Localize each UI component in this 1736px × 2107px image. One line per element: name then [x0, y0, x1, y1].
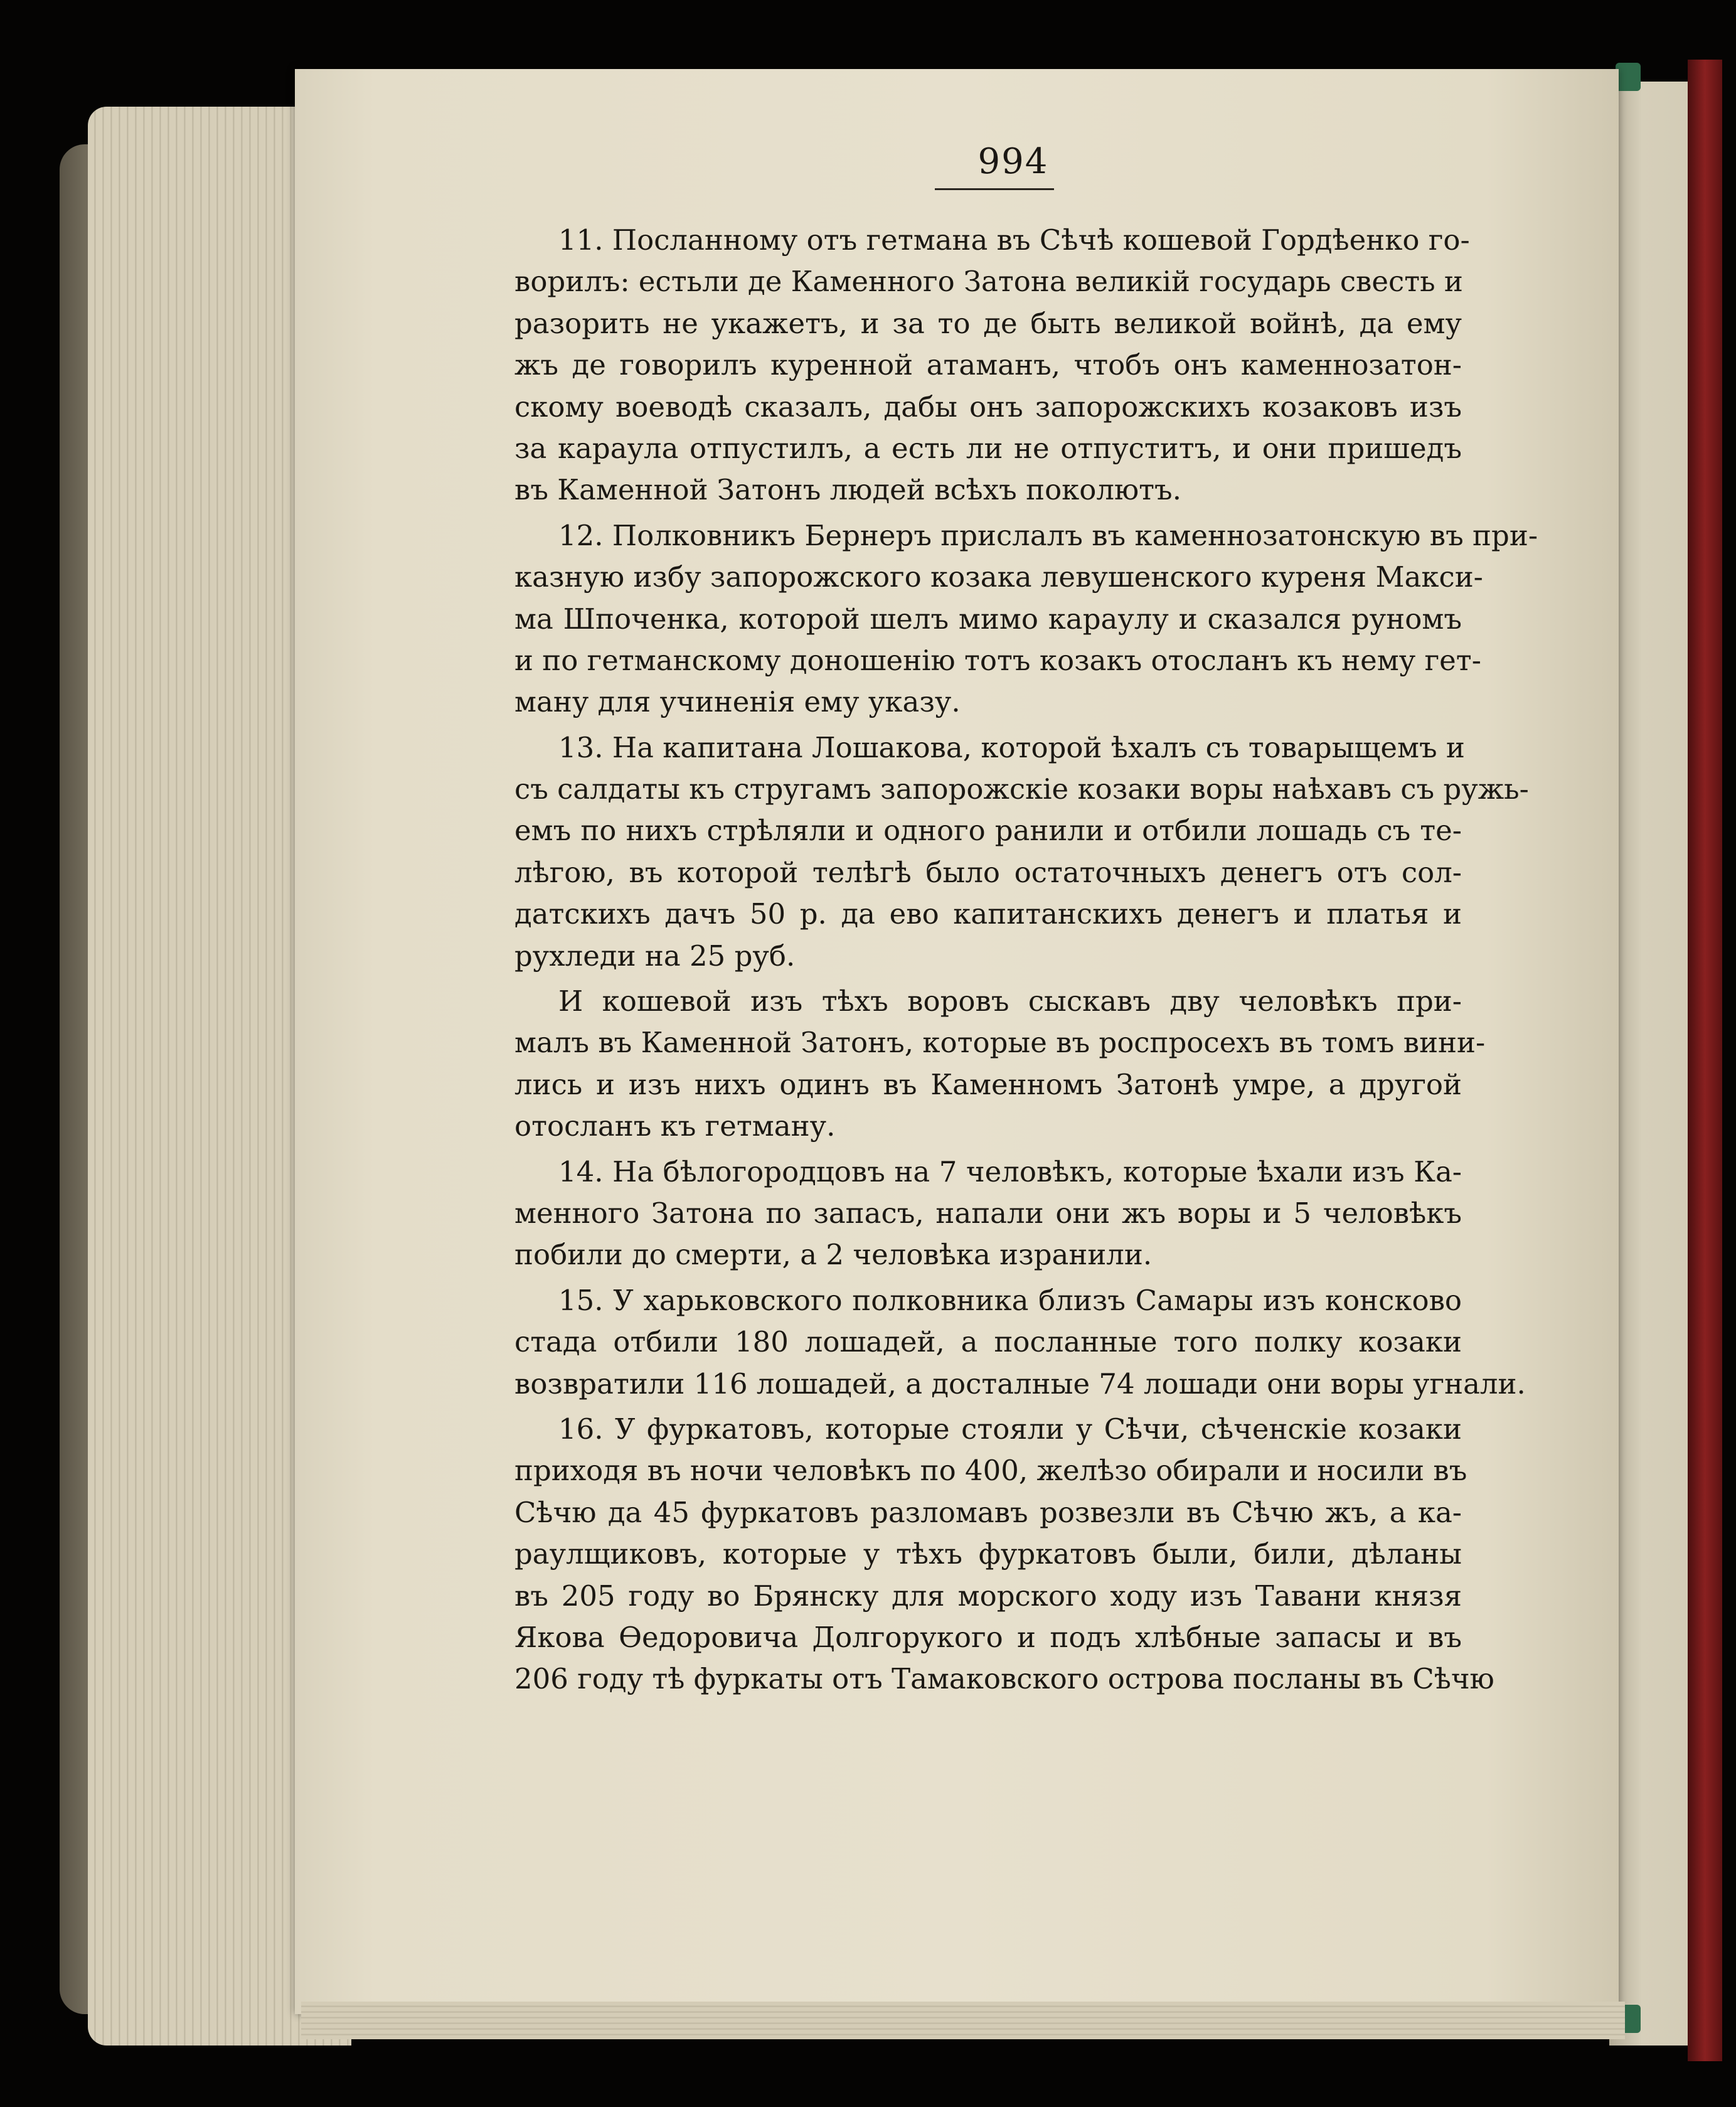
text-line: датскихъ дачъ 50 р. да ево капитанскихъ денегъ и платья и [514, 897, 1462, 931]
text-line: стада отбили 180 лошадей, а посланные того полку козаки [514, 1325, 1462, 1359]
text-line: И кошевой изъ тѣхъ воровъ сыскавъ дву человѣкъ при- [558, 984, 1462, 1018]
text-line: менного Затона по запасъ, напали они жъ воры и 5 человѣкъ [514, 1196, 1462, 1230]
text-line: 12. Полковникъ Бернеръ прислалъ въ каменнозатонскую въ при- [558, 518, 1538, 552]
text-line: малъ въ Каменной Затонъ, которые въ роспросехъ въ томъ вини- [514, 1026, 1486, 1060]
body-text [514, 220, 1538, 1700]
text-line: емъ по нихъ стрѣляли и одного ранили и отбили лошадь съ те- [514, 814, 1462, 848]
text-line: лись и изъ нихъ одинъ въ Каменномъ Затонѣ умре, а другой [514, 1067, 1462, 1101]
text-line: отосланъ къ гетману. [514, 1109, 836, 1143]
text-line: возвратили 116 лошадей, а досталные 74 лошади они воры угнали. [514, 1367, 1526, 1400]
text-line: 15. У харьковского полковника близъ Самары изъ консково [558, 1283, 1462, 1317]
text-line: рухледи на 25 руб. [514, 939, 796, 973]
text-line: ма Шпоченка, которой шелъ мимо караулу и сказался руномъ [514, 602, 1462, 636]
page-number: 994 [977, 141, 1049, 182]
page-bottom-edges [301, 2002, 1625, 2039]
text-line: Якова Ѳедоровича Долгорукого и подъ хлѣбные запасы и въ [514, 1620, 1462, 1654]
text-line: Сѣчю да 45 фуркатовъ разломавъ розвезли въ Сѣчю жъ, а ка- [514, 1495, 1462, 1529]
text-line: лѣгою, въ которой телѣгѣ было остаточныхъ денегъ отъ сол- [514, 855, 1462, 889]
text-line: 16. У фуркатовъ, которые стояли у Сѣчи, сѣченскіе козаки [558, 1412, 1462, 1446]
text-line: приходя въ ночи человѣкъ по 400, желѣзо обирали и носили въ [514, 1454, 1467, 1488]
text-line: ворилъ: естьли де Каменного Затона великій государь свесть и [514, 265, 1463, 299]
text-line: казную избу запорожского козака левушенского куреня Макси- [514, 560, 1483, 594]
text-line: 11. Посланному отъ гетмана въ Сѣчѣ кошевой Гордѣенко го- [558, 223, 1470, 257]
text-line: въ Каменной Затонъ людей всѣхъ поколютъ. [514, 473, 1181, 507]
text-line: 206 году тѣ фуркаты отъ Тамаковского острова посланы въ Сѣчю [514, 1662, 1494, 1696]
book-cover-edge [1688, 60, 1722, 2061]
text-line: съ салдаты къ стругамъ запорожскіе козаки воры наѣхавъ съ ружь- [514, 772, 1529, 806]
bookmark-ribbon-top [1616, 63, 1641, 91]
text-line: побили до смерти, а 2 человѣка изранили. [514, 1238, 1153, 1272]
text-line: 13. На капитана Лошакова, которой ѣхалъ съ товарыщемъ и [558, 730, 1465, 764]
text-line: скому воеводѣ сказалъ, дабы онъ запорожскихъ козаковъ изъ [514, 390, 1462, 424]
text-line: 14. На бѣлогородцовъ на 7 человѣкъ, которые ѣхали изъ Ка- [558, 1155, 1462, 1188]
text-line: жъ де говорилъ куренной атаманъ, чтобъ онъ каменнозатон- [514, 348, 1462, 382]
text-line: въ 205 году во Брянску для морского ходу изъ Тавани князя [514, 1579, 1462, 1613]
facing-page-edge [1609, 82, 1691, 2046]
text-line: за караула отпустилъ, а есть ли не отпуститъ, и они пришедъ [514, 431, 1462, 465]
text-line: ману для учиненія ему указу. [514, 685, 961, 719]
page-number-rule [935, 188, 1054, 190]
text-line: и по гетманскому доношенію тотъ козакъ отосланъ къ нему гет- [514, 643, 1481, 677]
text-line: раулщиковъ, которые у тѣхъ фуркатовъ были, били, дѣланы [514, 1537, 1462, 1571]
text-line: разорить не укажетъ, и за то де быть великой войнѣ, да ему [514, 306, 1462, 340]
